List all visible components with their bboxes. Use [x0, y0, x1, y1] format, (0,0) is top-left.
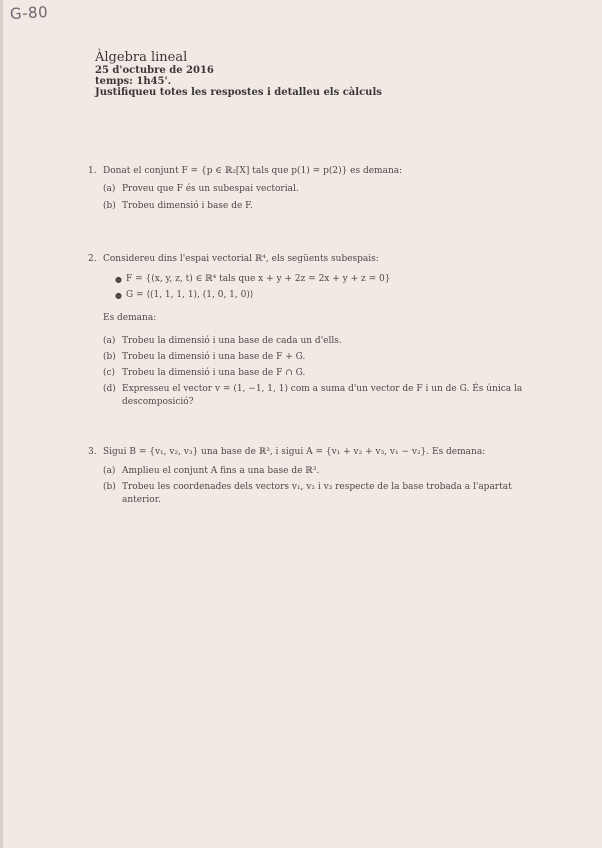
part-label: (d) [103, 384, 116, 394]
bullet-text: F = {(x, y, z, t) ∈ ℝ⁴ tals que x + y + 2z = 2x + y + z = 0} [126, 274, 391, 284]
handwritten-note: G-80 [9, 3, 49, 23]
subspace-bullet [115, 289, 528, 302]
part-label: (a) [103, 466, 116, 476]
part-text: Trobeu les coordenades dels vectors v₁, v₂ i v₃ respecte de la base trobada a l'apartat anterior. [122, 482, 512, 505]
part-text: Trobeu la dimensió i una base de F + G. [122, 352, 306, 362]
part-text: Expresseu el vector v = (1, −1, 1, 1) com a suma d'un vector de F i un de G. És única la descomposició? [122, 384, 523, 407]
part-label: (a) [103, 184, 116, 194]
exam-title: Àlgebra lineal [95, 50, 188, 65]
part-text: Amplieu el conjunt A fins a una base de ℝ³. [122, 466, 320, 476]
part-label: (b) [103, 201, 116, 211]
problem-1 [88, 165, 508, 213]
exam-date: 25 d'octubre de 2016 [95, 65, 214, 76]
part-text: Trobeu la dimensió i una base de cada un d'ells. [122, 336, 342, 346]
statement-text: Considereu dins l'espai vectorial ℝ⁴, els següents subespais: [103, 254, 379, 264]
problem-part [103, 351, 528, 364]
problem-part [103, 335, 528, 348]
part-label: (b) [103, 482, 116, 492]
problem-part [103, 383, 528, 409]
bullet-icon: ● [115, 275, 122, 284]
part-text: Proveu que F és un subespai vectorial. [122, 184, 299, 194]
part-text: Trobeu dimensió i base de F. [122, 201, 253, 211]
part-label: (a) [103, 336, 116, 346]
exam-time: temps: 1h45'. [95, 76, 172, 87]
problem-3 [88, 446, 528, 507]
statement-text: Donat el conjunt F = {p ∈ ℝ₂[X] tals que p(1) = p(2)} es demana: [103, 166, 403, 176]
problem-part [103, 367, 528, 380]
bullet-icon: ● [115, 291, 122, 300]
problem-intro: Es demana: [103, 313, 157, 323]
page-edge [0, 0, 3, 848]
problem-statement [88, 253, 528, 266]
subspace-bullet [115, 273, 528, 286]
part-label: (b) [103, 352, 116, 362]
statement-text: Sigui B = {v₁, v₂, v₃} una base de ℝ³, i sigui A = {v₁ + v₂ + v₃, v₁ − v₂}. Es demana: [103, 447, 486, 457]
problem-part [103, 183, 508, 196]
problem-number: 1. [88, 166, 97, 176]
problem-part [103, 481, 528, 507]
problem-number: 3. [88, 447, 97, 457]
part-label: (c) [103, 368, 116, 378]
exam-instructions: Justifiqueu totes les respostes i detalleu els càlculs [95, 87, 382, 98]
problem-number: 2. [88, 254, 97, 264]
problem-part [103, 465, 528, 478]
problem-statement [88, 446, 528, 459]
problem-part [103, 200, 508, 213]
exam-header [95, 50, 382, 98]
part-text: Trobeu la dimensió i una base de F ∩ G. [122, 368, 306, 378]
problem-2 [88, 253, 528, 409]
problem-statement [88, 165, 508, 178]
bullet-text: G = ⟨(1, 1, 1, 1), (1, 0, 1, 0)⟩ [126, 290, 254, 300]
